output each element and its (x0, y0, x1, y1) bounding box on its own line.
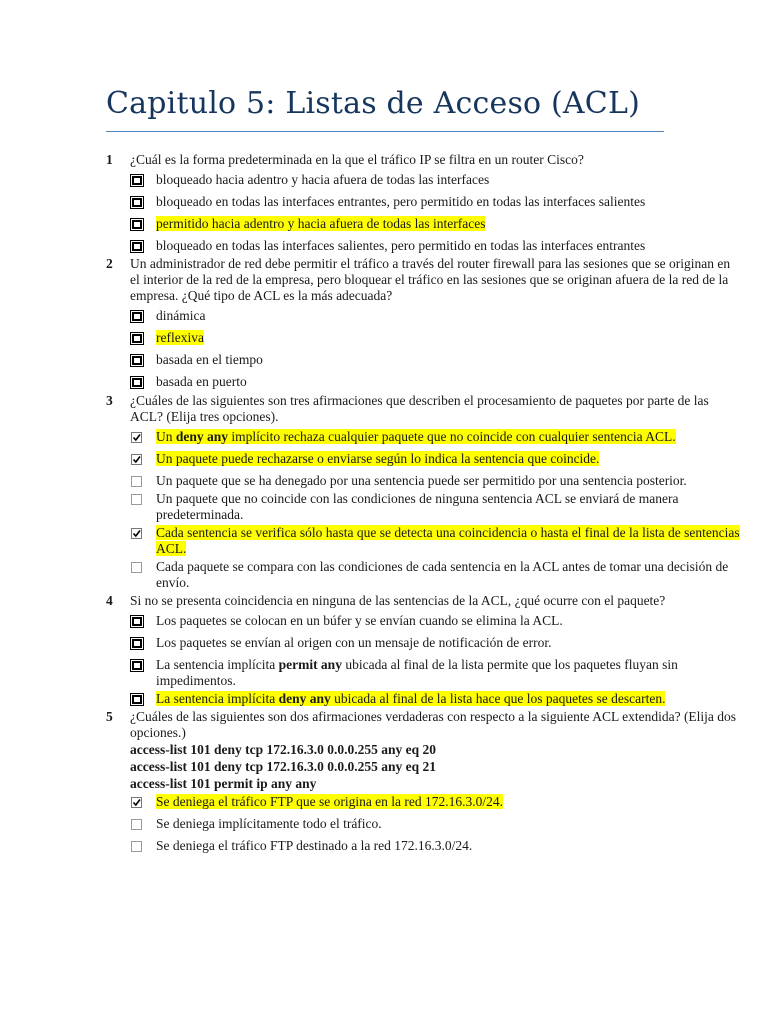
answer-option[interactable] (130, 374, 742, 390)
question-4 (106, 593, 742, 707)
acl-code-line: access-list 101 deny tcp 172.16.3.0 0.0.0.255 any eq 20 (130, 742, 436, 757)
option-label: Un paquete que se ha denegado por una sentencia puede ser permitido por una sentencia posterior. (156, 473, 687, 488)
option-label: reflexiva (156, 330, 204, 345)
checkbox-icon[interactable] (130, 818, 144, 831)
option-label: bloqueado hacia adentro y hacia afuera de todas las interfaces (156, 172, 490, 187)
answer-option[interactable] (130, 838, 742, 854)
radio-icon[interactable] (130, 659, 144, 672)
radio-icon[interactable] (130, 376, 144, 389)
option-label: Un paquete que no coincide con las condiciones de ninguna sentencia ACL se enviará de manera predeterminada. (156, 491, 679, 522)
option-label: dinámica (156, 308, 206, 323)
checkbox-checked-icon[interactable] (130, 453, 144, 466)
option-label: permitido hacia adentro y hacia afuera de todas las interfaces (156, 216, 486, 231)
option-label: Se deniega el tráfico FTP destinado a la red 172.16.3.0/24. (156, 838, 473, 853)
answer-option-correct[interactable] (130, 429, 742, 445)
answer-option-correct[interactable] (130, 525, 742, 557)
option-label: La sentencia implícita deny any ubicada al final de la lista hace que los paquetes se descarten. (156, 691, 666, 706)
question-number: 4 (106, 593, 113, 608)
answer-option[interactable] (130, 657, 742, 689)
option-label: bloqueado en todas las interfaces entrantes, pero permitido en todas las interfaces salientes (156, 194, 646, 209)
answer-option[interactable] (130, 491, 742, 523)
option-label: Los paquetes se envían al origen con un mensaje de notificación de error. (156, 635, 552, 650)
question-number: 3 (106, 393, 113, 408)
answer-option-correct[interactable] (130, 330, 742, 346)
option-label: basada en puerto (156, 374, 247, 389)
answer-option[interactable] (130, 172, 742, 188)
radio-icon[interactable] (130, 310, 144, 323)
checkbox-icon[interactable] (130, 840, 144, 853)
question-text: ¿Cuáles de las siguientes son tres afirmaciones que describen el procesamiento de paquetes por parte de las ACL? (Elija tres opciones). (130, 393, 709, 424)
acl-code-line: access-list 101 deny tcp 172.16.3.0 0.0.0.255 any eq 21 (130, 759, 436, 774)
option-label: Un paquete puede rechazarse o enviarse según lo indica la sentencia que coincide. (156, 451, 600, 466)
answer-option-correct[interactable] (130, 451, 742, 467)
radio-icon[interactable] (130, 196, 144, 209)
checkbox-checked-icon[interactable] (130, 796, 144, 809)
checkbox-icon[interactable] (130, 493, 144, 506)
answer-option[interactable] (130, 308, 742, 324)
title-rule (106, 131, 664, 132)
answer-option[interactable] (130, 559, 742, 591)
option-label: bloqueado en todas las interfaces salientes, pero permitido en todas las interfaces entrantes (156, 238, 646, 253)
radio-icon[interactable] (130, 354, 144, 367)
quiz-content (106, 152, 742, 854)
answer-option-correct[interactable] (130, 691, 742, 707)
question-text: ¿Cuáles de las siguientes son dos afirmaciones verdaderas con respecto a la siguiente ACL extendida? (Elija dos opciones.) (130, 709, 737, 740)
answer-option[interactable] (130, 238, 742, 254)
page-title: Capitulo 5: Listas de Acceso (ACL) (106, 86, 640, 121)
question-text: Un administrador de red debe permitir el tráfico a través del router firewall para las sesiones que se originan en el interior de la red de la empresa, pero bloquear el tráfico en las sesiones que se originan afuera de la red de la empresa. ¿Qué tipo de ACL es la más adecuada? (130, 256, 731, 303)
option-label: Cada paquete se compara con las condiciones de cada sentencia en la ACL antes de tomar una decisión de envío. (156, 559, 729, 590)
answer-option-correct[interactable] (130, 216, 742, 232)
acl-code-line: access-list 101 permit ip any any (130, 776, 317, 791)
radio-icon[interactable] (130, 693, 144, 706)
option-label: basada en el tiempo (156, 352, 263, 367)
checkbox-icon[interactable] (130, 561, 144, 574)
radio-icon[interactable] (130, 332, 144, 345)
answer-option[interactable] (130, 635, 742, 651)
option-label: Cada sentencia se verifica sólo hasta que se detecta una coincidencia o hasta el final de la lista de sentencias ACL. (156, 525, 740, 556)
option-label: La sentencia implícita permit any ubicada al final de la lista permite que los paquetes fluyan sin impedimentos. (156, 657, 678, 688)
question-5 (106, 709, 742, 854)
answer-option[interactable] (130, 816, 742, 832)
question-number: 1 (106, 152, 113, 167)
option-label: Los paquetes se colocan en un búfer y se envían cuando se elimina la ACL. (156, 613, 563, 628)
answer-option[interactable] (130, 194, 742, 210)
radio-icon[interactable] (130, 240, 144, 253)
question-3 (106, 393, 742, 591)
radio-icon[interactable] (130, 615, 144, 628)
question-text: Si no se presenta coincidencia en ninguna de las sentencias de la ACL, ¿qué ocurre con el paquete? (130, 593, 666, 608)
option-label: Un deny any implícito rechaza cualquier paquete que no coincide con cualquier sentencia ACL. (156, 429, 676, 444)
question-number: 2 (106, 256, 113, 271)
radio-icon[interactable] (130, 218, 144, 231)
option-label: Se deniega el tráfico FTP que se origina en la red 172.16.3.0/24. (156, 794, 504, 809)
answer-option-correct[interactable] (130, 794, 742, 810)
question-2 (106, 256, 742, 390)
question-number: 5 (106, 709, 113, 724)
answer-option[interactable] (130, 473, 742, 489)
answer-option[interactable] (130, 352, 742, 368)
radio-icon[interactable] (130, 174, 144, 187)
question-1 (106, 152, 742, 254)
checkbox-icon[interactable] (130, 475, 144, 488)
checkbox-checked-icon[interactable] (130, 527, 144, 540)
radio-icon[interactable] (130, 637, 144, 650)
checkbox-checked-icon[interactable] (130, 431, 144, 444)
question-text: ¿Cuál es la forma predeterminada en la que el tráfico IP se filtra en un router Cisco? (130, 152, 584, 167)
option-label: Se deniega implícitamente todo el tráfico. (156, 816, 382, 831)
answer-option[interactable] (130, 613, 742, 629)
